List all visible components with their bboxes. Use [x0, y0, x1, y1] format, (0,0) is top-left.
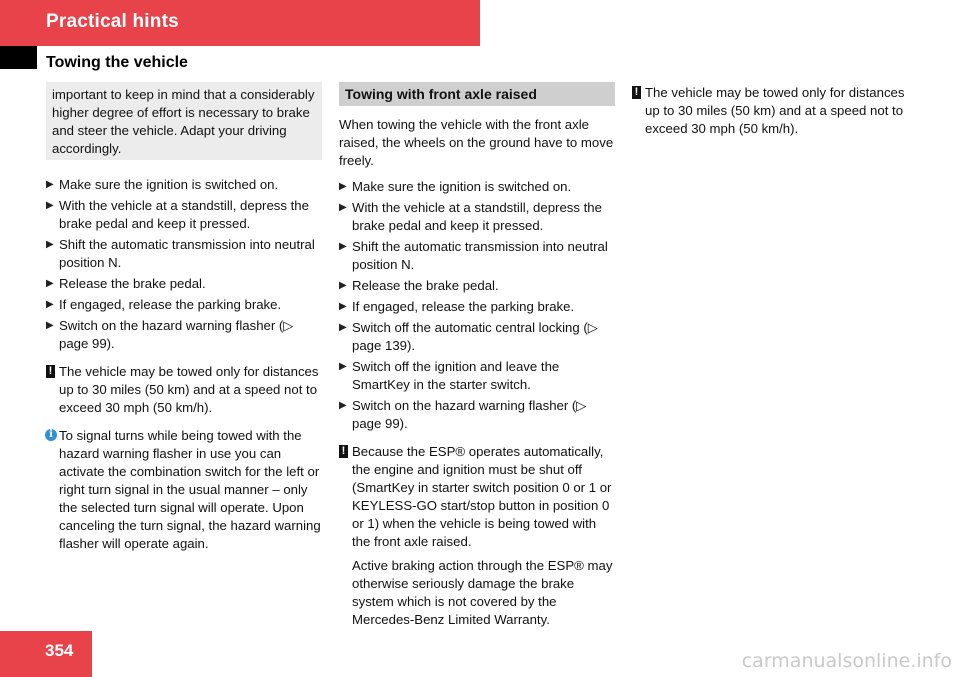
- column-left: [46, 82, 322, 563]
- step-arrow-icon: ▶: [339, 280, 347, 291]
- header-band: [0, 0, 480, 46]
- section-marker: [0, 46, 37, 69]
- step-text: Make sure the ignition is switched on.: [59, 177, 279, 192]
- continued-note-box: important to keep in mind that a considerably higher degree of effort is necessary to brake and steer the vehicle. Adapt your driving accordingly.: [46, 82, 322, 160]
- step-text: Make sure the ignition is switched on.: [352, 179, 572, 194]
- warning-icon: !: [632, 86, 641, 99]
- step-item: [339, 238, 615, 274]
- step-text: Switch off the automatic central locking (▷ page 139).: [352, 320, 598, 353]
- warning-text: The vehicle may be towed only for distances up to 30 miles (50 km) and at a speed not to exceed 30 mph (50 km/h).: [59, 364, 319, 415]
- step-text: Switch on the hazard warning flasher (▷ page 99).: [352, 398, 587, 431]
- step-arrow-icon: ▶: [46, 200, 54, 211]
- intro-text: When towing the vehicle with the front axle raised, the wheels on the ground have to move freely.: [339, 117, 614, 168]
- step-item: [46, 176, 322, 194]
- warning-text: Because the ESP® operates automatically, the engine and ignition must be shut off (SmartKey in starter switch position 0 or 1 or KEYLESS-GO start/stop button in position 0 or 1) when the vehicle is being towed with the front axle raised.: [352, 444, 612, 549]
- step-arrow-icon: ▶: [46, 320, 54, 331]
- step-item: [46, 236, 322, 272]
- info-note: [46, 427, 322, 553]
- step-text: If engaged, release the parking brake.: [59, 297, 282, 312]
- step-item: [46, 296, 322, 314]
- step-item: [46, 197, 322, 233]
- warning-text-continued: Active braking action through the ESP® may otherwise seriously damage the brake system which is not covered by the Mercedes-Benz Limited Warranty.: [352, 558, 613, 627]
- step-text: With the vehicle at a standstill, depress the brake pedal and keep it pressed.: [59, 198, 309, 231]
- step-item: [339, 178, 615, 196]
- step-text: Release the brake pedal.: [352, 278, 499, 293]
- warning-icon: !: [339, 445, 348, 458]
- watermark: carmanualsonline.info: [741, 650, 952, 672]
- page-number: 354: [45, 641, 74, 660]
- step-item: [339, 358, 615, 394]
- step-text: If engaged, release the parking brake.: [352, 299, 575, 314]
- step-item: [339, 277, 615, 295]
- section-heading: Towing with front axle raised: [339, 82, 615, 106]
- column-middle: [339, 82, 615, 639]
- step-text: Shift the automatic transmission into neutral position N.: [59, 237, 315, 270]
- step-arrow-icon: ▶: [339, 181, 347, 192]
- section-title: Practical hints: [46, 11, 179, 32]
- step-item: [339, 319, 615, 355]
- info-text: To signal turns while being towed with the hazard warning flasher in use you can activate the combination switch for the left or right turn signal in the usual manner – only the selected turn signal will operate. Upon canceling the turn signal, the hazard warning flasher will operate again.: [59, 428, 321, 551]
- step-text: Release the brake pedal.: [59, 276, 206, 291]
- step-text: Shift the automatic transmission into neutral position N.: [352, 239, 608, 272]
- step-arrow-icon: ▶: [339, 400, 347, 411]
- step-item: [339, 298, 615, 316]
- page-number-tab: [0, 631, 92, 677]
- step-item: [339, 199, 615, 235]
- step-item: [46, 275, 322, 293]
- step-arrow-icon: ▶: [46, 299, 54, 310]
- warning-text: The vehicle may be towed only for distances up to 30 miles (50 km) and at a speed not to exceed 30 mph (50 km/h).: [645, 85, 905, 136]
- warning-note: [632, 84, 916, 138]
- column-right: [632, 82, 916, 148]
- step-arrow-icon: ▶: [46, 239, 54, 250]
- step-text: Switch off the ignition and leave the SmartKey in the starter switch.: [352, 359, 560, 392]
- step-arrow-icon: ▶: [339, 202, 347, 213]
- warning-note: [339, 443, 615, 629]
- step-arrow-icon: ▶: [46, 179, 54, 190]
- warning-icon: !: [46, 365, 55, 378]
- step-item: [46, 317, 322, 353]
- step-arrow-icon: ▶: [339, 322, 347, 333]
- step-text: With the vehicle at a standstill, depress the brake pedal and keep it pressed.: [352, 200, 602, 233]
- page-subtitle: Towing the vehicle: [46, 54, 188, 71]
- step-arrow-icon: ▶: [339, 301, 347, 312]
- step-arrow-icon: ▶: [339, 241, 347, 252]
- step-arrow-icon: ▶: [46, 278, 54, 289]
- info-icon: i: [45, 429, 57, 441]
- warning-note: [46, 363, 322, 417]
- step-text: Switch on the hazard warning flasher (▷ page 99).: [59, 318, 294, 351]
- step-arrow-icon: ▶: [339, 361, 347, 372]
- step-item: [339, 397, 615, 433]
